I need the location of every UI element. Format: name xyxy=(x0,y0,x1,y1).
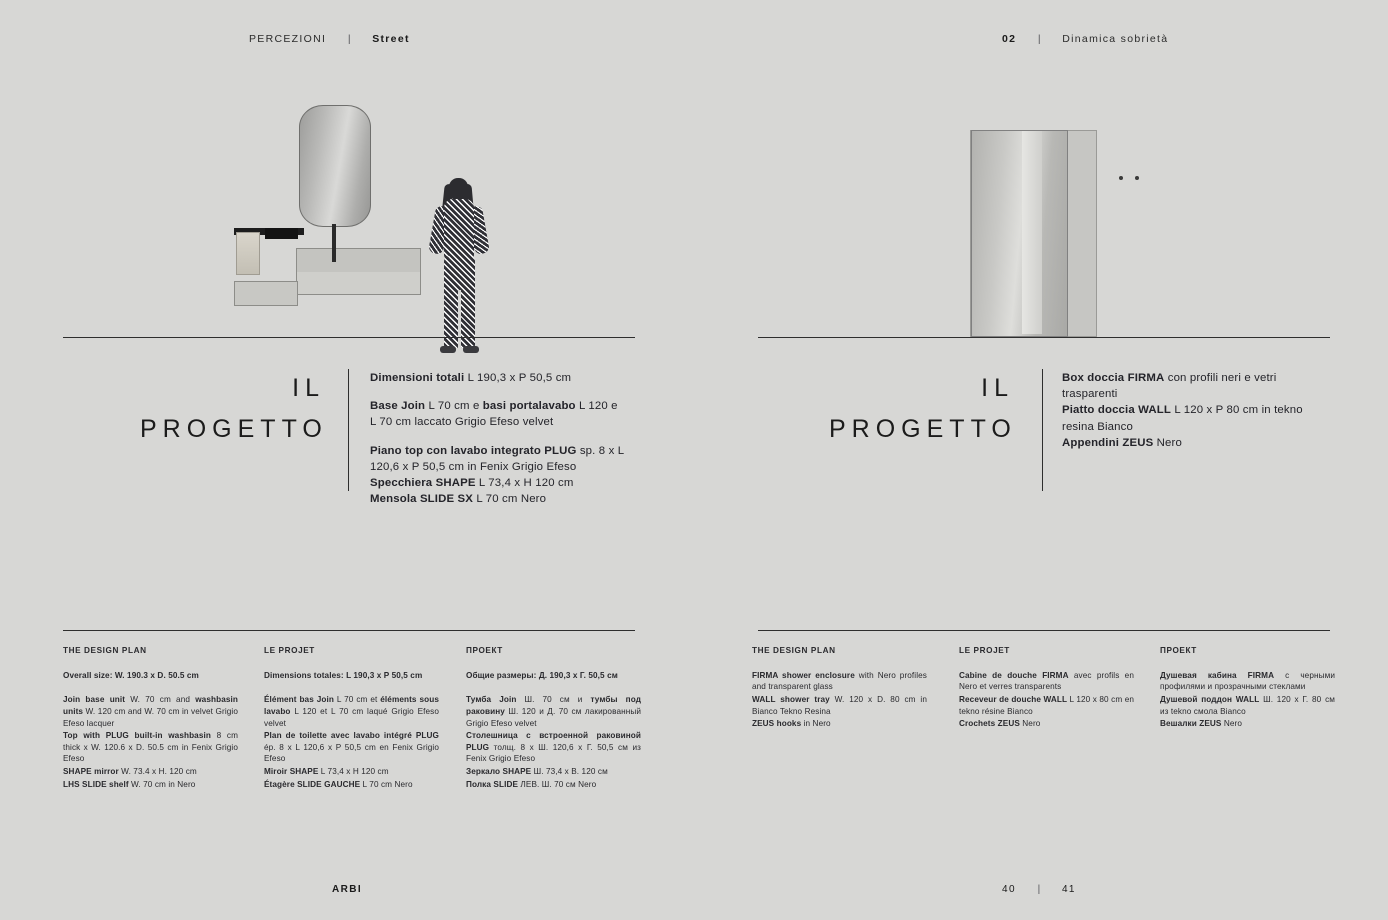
translation-body xyxy=(1160,670,1335,730)
spec-bold: Mensola SLIDE SX xyxy=(370,493,474,506)
header-chapter-number: 02 xyxy=(1002,33,1017,45)
translation-column-en-left xyxy=(63,645,238,791)
washbasin-block-shape xyxy=(236,232,260,275)
t-text: 8 cm thick x W. 120.6 x D. 50.5 cm in Fenix Grigio Efeso xyxy=(63,731,238,764)
left-divider-rule xyxy=(63,337,635,338)
mirror-stem-shape xyxy=(332,224,336,262)
translation-body xyxy=(264,694,439,790)
t-bold: Crochets ZEUS xyxy=(959,719,1020,729)
t-bold: Join base unit xyxy=(63,695,126,705)
t-bold: Cabine de douche FIRMA xyxy=(959,670,1069,680)
right-divider-rule xyxy=(758,337,1330,338)
translation-size: Overall size: W. 190.3 x D. 50.5 cm xyxy=(63,670,199,680)
t-bold: WALL shower tray xyxy=(752,694,830,704)
t-bold: Полка SLIDE xyxy=(466,779,519,789)
t-bold: тумбы под раковину xyxy=(466,695,641,716)
t-text: L 70 cm et xyxy=(333,695,381,705)
spec-bold: Piatto doccia WALL xyxy=(1062,404,1172,417)
zeus-hook-icon xyxy=(1119,176,1123,180)
spec-item xyxy=(370,443,625,475)
spec-item xyxy=(1062,402,1317,434)
t-text: Nero xyxy=(1019,719,1041,729)
spec-bold: Specchiera SHAPE xyxy=(370,476,476,489)
translation-heading: ПРОЕКТ xyxy=(1160,646,1197,655)
header-separator: | xyxy=(347,33,351,45)
footer-page-right: 41 xyxy=(1061,884,1076,895)
right-bottom-rule xyxy=(758,630,1330,631)
spec-item xyxy=(370,491,625,507)
translation-body xyxy=(63,694,238,790)
t-bold: Miroir SHAPE xyxy=(264,767,319,777)
t-text: толщ. 8 x Ш. 120,6 x Г. 50,5 см из Fenix Grigio Efeso xyxy=(466,742,641,764)
spec-bold: Appendini ZEUS xyxy=(1062,436,1154,449)
figure-foot-left xyxy=(440,346,456,353)
t-text: Nero xyxy=(1221,719,1243,729)
t-text: W. 70 cm and xyxy=(125,695,196,705)
t-bold: Receveur de douche WALL xyxy=(959,694,1068,704)
left-title-line2: PROGETTO xyxy=(140,414,328,443)
figure-head xyxy=(449,178,468,200)
spec-text: L 120 e L 70 cm laccato Grigio Efeso velvet xyxy=(370,400,618,429)
spec-item xyxy=(370,370,625,386)
t-bold: ZEUS hooks xyxy=(752,719,802,729)
footer-separator: | xyxy=(1037,884,1041,895)
t-bold: LHS SLIDE shelf xyxy=(63,779,129,789)
left-spec-list xyxy=(370,370,625,507)
t-bold: FIRMA shower enclosure xyxy=(752,670,855,680)
header-separator-right: | xyxy=(1037,33,1041,45)
t-bold: Plan de toilette avec lavabo intégré PLUG xyxy=(264,731,439,741)
t-text: in Nero xyxy=(801,719,831,729)
right-title-line2: PROGETTO xyxy=(829,414,1017,443)
zeus-hook-icon xyxy=(1135,176,1139,180)
t-bold: Élément bas Join xyxy=(264,695,334,705)
t-text: W. 70 cm in Nero xyxy=(128,779,196,789)
spec-item xyxy=(1062,435,1317,451)
t-text: Ш. 120 x Г. 80 см из tekno смола Bianco xyxy=(1160,694,1335,716)
t-bold: Душевой поддон WALL xyxy=(1160,694,1260,704)
t-text: L 70 cm Nero xyxy=(360,779,413,789)
translation-column-ru-right xyxy=(1160,645,1335,731)
translation-heading: LE PROJET xyxy=(959,646,1010,655)
spec-text: sp. 8 x L 120,6 x P 50,5 cm in Fenix Grigio Efeso xyxy=(370,444,624,473)
header-theme: Street xyxy=(372,33,410,45)
spec-bold: Dimensioni totali xyxy=(370,372,465,384)
translation-column-fr-left xyxy=(264,645,439,791)
t-text: avec profils en Nero et verres transparents xyxy=(959,670,1134,692)
translation-heading: THE DESIGN PLAN xyxy=(752,646,836,655)
t-text: L 120 x 80 cm en tekno résine Bianco xyxy=(959,694,1134,716)
t-text: W. 73.4 x H. 120 cm xyxy=(118,767,197,777)
base-unit-top-shape xyxy=(296,248,421,274)
t-text: ЛЕВ. Ш. 70 см Nero xyxy=(518,779,597,789)
figure-torso xyxy=(444,199,474,259)
t-bold: éléments sous lavabo xyxy=(264,695,439,716)
translation-size: Dimensions totales: L 190,3 x P 50,5 cm xyxy=(264,670,423,680)
t-text: Ш. 73,4 x В. 120 см xyxy=(531,767,608,777)
spec-item xyxy=(1062,370,1317,402)
t-text: L 120 et L 70 cm laqué Grigio Efeso velvet xyxy=(264,706,439,728)
t-bold: Вешалки ZEUS xyxy=(1160,719,1222,729)
t-text: with Nero profiles and transparent glass xyxy=(752,670,927,692)
footer-brand: ARBI xyxy=(332,884,363,895)
t-bold: Столешница с встроенной раковиной PLUG xyxy=(466,731,641,752)
t-bold: washbasin units xyxy=(63,695,238,716)
figure-foot-right xyxy=(463,346,479,353)
t-text: Ш. 70 см и xyxy=(516,695,591,705)
footer-pagination xyxy=(1002,884,1076,895)
spec-text: Nero xyxy=(1153,436,1182,449)
t-text: с черными профилями и прозрачными стеклами xyxy=(1160,670,1335,692)
right-spec-list xyxy=(1062,370,1317,451)
right-page xyxy=(694,0,1388,920)
top-dark-shape xyxy=(265,228,298,239)
header-collection: PERCEZIONI xyxy=(249,33,327,45)
shape-mirror-illustration xyxy=(299,105,371,227)
translation-size: Общие размеры: Д. 190,3 x Г. 50,5 см xyxy=(466,670,618,680)
spec-item xyxy=(370,475,625,491)
figure-leg-gap xyxy=(458,290,461,348)
left-section-title xyxy=(140,368,328,449)
t-bold: Étagère SLIDE GAUCHE xyxy=(264,779,361,789)
translation-column-ru-left xyxy=(466,645,641,791)
shower-enclosure-illustration xyxy=(694,0,1388,360)
translation-body xyxy=(752,670,927,730)
translation-body xyxy=(466,694,641,790)
t-bold: SHAPE mirror xyxy=(63,767,119,777)
spec-text: L 190,3 x P 50,5 cm xyxy=(464,372,572,384)
glass-highlight-stripe xyxy=(1022,131,1042,334)
translation-heading: ПРОЕКТ xyxy=(466,646,503,655)
translation-column-fr-right xyxy=(959,645,1134,731)
spec-bold: basi portalavabo xyxy=(482,400,576,413)
spec-bold: Piano top con lavabo integrato PLUG xyxy=(370,444,577,457)
bathroom-composition-illustration xyxy=(0,0,694,360)
spec-text: L 70 cm e xyxy=(425,400,483,413)
footer-page-left: 40 xyxy=(1002,884,1016,895)
t-text: Ш. 120 и Д. 70 см лакированный Grigio Efeso velvet xyxy=(466,706,641,728)
left-bottom-rule xyxy=(63,630,635,631)
t-text: W. 120 cm and W. 70 cm in velvet Grigio Efeso lacquer xyxy=(63,706,238,728)
right-vertical-rule xyxy=(1042,369,1043,491)
spec-text: con profili neri e vetri trasparenti xyxy=(1062,372,1277,401)
spec-text: L 70 cm Nero xyxy=(473,493,547,506)
human-figure-illustration xyxy=(428,178,490,356)
right-section-title xyxy=(829,368,1017,449)
spec-text: L 120 x P 80 cm in tekno resina Bianco xyxy=(1062,404,1303,433)
spec-bold: Base Join xyxy=(370,400,426,413)
firma-glass-panel xyxy=(971,130,1068,337)
t-text: W. 120 x D. 80 cm in Bianco Tekno Resina xyxy=(752,694,927,716)
right-title-line1: IL xyxy=(981,374,1014,402)
spec-text: L 73,4 x H 120 cm xyxy=(475,476,574,489)
spec-item xyxy=(370,398,625,430)
left-vertical-rule xyxy=(348,369,349,491)
t-bold: Душевая кабина FIRMA xyxy=(1160,670,1275,680)
translation-column-en-right xyxy=(752,645,927,731)
left-title-line1: IL xyxy=(292,374,325,402)
t-bold: Top with PLUG built-in washbasin xyxy=(63,731,211,741)
spec-bold: Box doccia FIRMA xyxy=(1062,372,1165,384)
base-unit-bottom-shape xyxy=(296,272,421,295)
t-text: L 73,4 x H 120 cm xyxy=(318,767,389,777)
translation-body xyxy=(959,670,1134,730)
translation-heading: THE DESIGN PLAN xyxy=(63,646,147,655)
t-text: ép. 8 x L 120,6 x P 50,5 cm en Fenix Grigio Efeso xyxy=(264,742,439,764)
translation-heading: LE PROJET xyxy=(264,646,315,655)
header-chapter-label: Dinamica sobrietà xyxy=(1062,33,1169,45)
t-bold: Тумба Join xyxy=(466,695,517,705)
t-bold: Зеркало SHAPE xyxy=(466,767,532,777)
base-unit-left-shape xyxy=(234,281,298,306)
